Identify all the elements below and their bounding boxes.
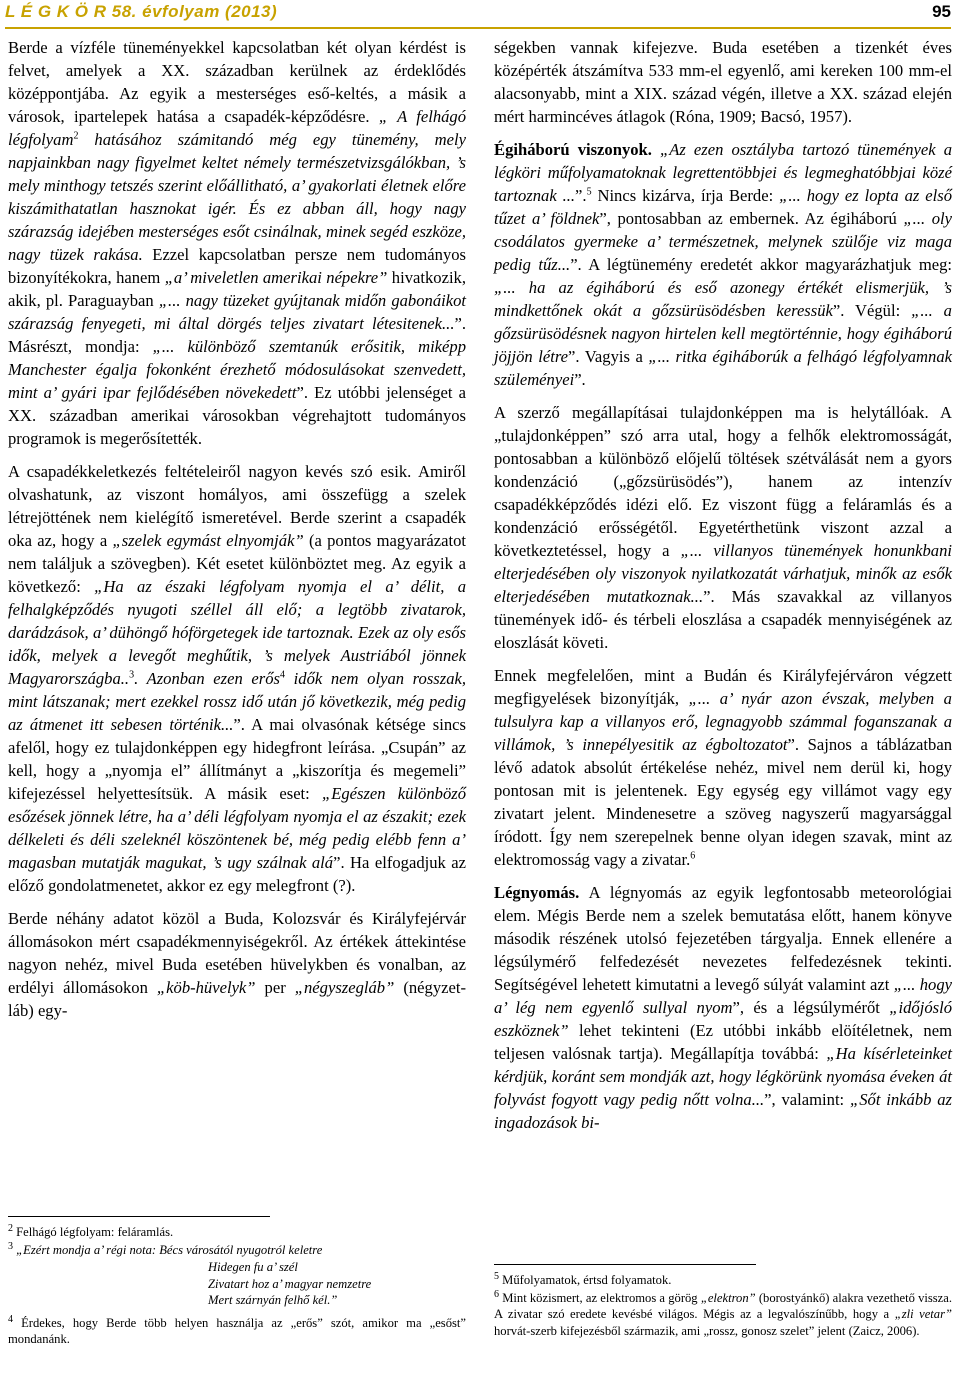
- text-run: „ A felhágó légfolyam: [8, 107, 467, 149]
- text-run: „Sőt inkább az ingadozások bi-: [494, 1090, 953, 1132]
- footnote-ref: 6: [690, 850, 696, 862]
- footnote: [494, 1290, 952, 1340]
- text-run: A légnyomás az egyik legfontosabb meteorológiai elem. Mégis Berde nem a szelek bemutatása előtt, hanem könyve második részének utolsó fejezetében tárgyalja. Ennek ellenére a légsúlymérő felfedezését nevezetes felfedezésnek tekinti. Segítségével lehetett kimutatni a levegő súlyát valamint azt: [494, 883, 952, 994]
- text-run: . Azonban ezen erős: [134, 669, 281, 688]
- text-run: „Az ezen osztályba tartozó tünemények a légköri műfolyamatoknak legrettentöbbjei és legmeghatóbbjai közé tartoznak ...: [494, 140, 952, 205]
- text-run: Műfolyamatok, értsd folyamatok.: [499, 1273, 672, 1287]
- footnote: [8, 1224, 466, 1241]
- footnote: [8, 1315, 466, 1348]
- text-run: „időjósló eszköznek”: [494, 998, 953, 1040]
- text-run: ”.: [575, 186, 587, 205]
- footnote-ref: 4: [280, 669, 286, 681]
- paragraph: [494, 401, 952, 654]
- text-run: „... különböző szemtanúk erősitik, miképp Manchester égalja fokonként érezhető módosulásokat szenvedett, mint a’ gyári ipar fejlődésében növekedett: [8, 337, 466, 402]
- paragraph: [8, 460, 466, 897]
- text-run: „a’ miveletlen amerikai népekre”: [164, 268, 388, 287]
- footnote-ref: 5: [586, 186, 592, 198]
- text-run: Ennek megfelelően, mint a Budán és Királyfejérváron végzett megfigyelések bizonyítják,: [494, 666, 952, 708]
- text-run: ”. Másrészt, mondja:: [8, 314, 466, 356]
- text-run: „... oly csodálatos gyermeke a’ természetnek, melynek szülője viz maga pedig tűz...: [494, 209, 952, 274]
- text-run: horvát-szerb kifejezésből származik, ami „rossz, gonosz szelet” jelent (Zaicz, 2006).: [494, 1323, 920, 1338]
- footnote-rule: [8, 1216, 270, 1217]
- footnotes-left: [8, 1224, 466, 1349]
- header-rule: [5, 27, 951, 29]
- text-run: Felhágó légfolyam: feláramlás.: [13, 1225, 174, 1239]
- footnote: [494, 1272, 952, 1289]
- footnote-ref: 2: [8, 1222, 13, 1234]
- poem-line: Zivatart hoz a’ magyar nemzetre: [208, 1276, 372, 1291]
- text-run: ”.: [574, 370, 586, 389]
- text-run: A szerző megállapításai tulajdonképpen ma is helytállóak. A „tulajdonképpen” szó arra utal, hogy a felhők elektromosságát, pontosabban a különböző előjelű töltések szétválását nem a gyors kondenzáció („gőzsürüsödés”), hanem az intenzív csapadékképződés idézi elő. Ez viszont függ a feláramlás és a kondenzáció erősségétől. Egyetérthetünk viszont azzal a következtetéssel, hogy a: [494, 403, 952, 560]
- text-run: „... hogy ez lopta az első tűzet a’ földnek: [494, 186, 952, 228]
- page-number: 95: [932, 2, 951, 21]
- paragraph: [8, 36, 466, 450]
- footnote: [8, 1242, 466, 1259]
- text-run: ségekben vannak kifejezve. Buda esetében a tizenkét éves középérték átszámítva 533 mm-el egyenlő, ami kereken 100 mm-el alacsonyabb, mint a XIX. század végén, illetve a XX. század elején mért harmincéves átlagok (Róna, 1909; Bacsó, 1957).: [494, 38, 952, 126]
- footnote-ref: 2: [73, 130, 79, 142]
- text-run: „... ritka égiháborúk a felhágó légfolyamnak szüleményei: [494, 347, 952, 389]
- text-run: „... villanyos tünemények honunkbani elterjedésében oly viszonyok nyilatkozatát várhatjuk, minők az esők elterjedésében mutatkoznak...: [494, 541, 952, 606]
- text-run: ”. A légtünemény eredetét akkor magyarázhatjuk meg:: [570, 255, 952, 274]
- footnote-ref: 3: [129, 669, 135, 681]
- footnote-ref: 6: [494, 1288, 499, 1300]
- text-run: [652, 140, 660, 159]
- text-run: Érdekes, hogy Berde több helyen használja az „erős” szót, amikor ma „esőst” mondanánk.: [8, 1315, 466, 1346]
- text-run: Berde néhány adatot közöl a Buda, Kolozsvár és Királyfejérvár állomásokon mért csapadékmennyiségekről. Az értékek áttekintése nagyon nehéz, mivel Buda esetében hüvelykben és vonalban, az erdélyi állomásokon: [8, 909, 466, 997]
- text-run: „Ha kísérleteinket kérdjük, koránt sem mondják azt, hogy légkörünk nyomása éveken át folyvást fogyott vagy pedig nőtt volna...: [494, 1044, 952, 1109]
- text-run: „köb-hüvelyk”: [156, 978, 256, 997]
- footnote-ref: 4: [8, 1313, 13, 1325]
- text-run: „Egészen különböző esőzések jönnek létre, ha a’ déli légfolyam nyomja el az északit; ezek délkeleti és déli szeleknél köszöntenek bé, még pedig elébb fenn a’ magasban mutatják magukat, ’s ugy szálnak alá: [8, 784, 467, 872]
- text-run: ”. Végül:: [832, 301, 912, 320]
- text-run: Ezzel kapcsolatban persze nem tudományos bizonyítékokra, hanem: [8, 245, 467, 287]
- text-run: ”. Más szavakkal az villanyos tünemények idő- és térbeli eloszlása a csapadék mennyiségének az eloszlását követi.: [494, 587, 952, 652]
- text-run: ”. Sajnos a táblázatban lévő adatok absolút értékelése nehéz, mivel nem derül ki, hogy pontosan mit is jelentenek. Egy egység egy villámot vagy egy zivatart jelent. Mindenesetre a szöveg nagyszerű magyarsággal íródott. Így nem szerepelnek benne olyan idegen szavak, mint az elektromosság vagy a zivatar.: [494, 735, 952, 869]
- text-run: Légnyomás.: [494, 883, 580, 902]
- paragraph: [494, 36, 952, 128]
- paragraph: [8, 907, 466, 1022]
- text-run: hivatkozik, akik, pl. Paraguayban: [8, 268, 466, 310]
- text-run: „... a’ nyár azon évszak, melyben a tulsulyra kap a villanyos erő, legnagyobb számmal foganszanak a villámok, ’s innepélyesitik az égboltozatot: [494, 689, 952, 754]
- text-run: „Ezért mondja a’ régi nota: Bécs városától nyugotról keletre: [16, 1242, 323, 1257]
- text-run: A csapadékkeletkezés feltételeiről nagyon kevés szó esik. Amiről olvashatunk, az viszont homályos, ami összefügg a szelek létrejöttének nem kielégítő ismeretével. Berde szerint a csapadék oka az, hogy a: [8, 462, 466, 550]
- journal-title: L É G K Ö R 58. évfolyam (2013): [5, 2, 278, 21]
- text-run: ”. Ez utóbbi jelenséget a XX. században amerikai városokban végrehajtott tudományos programok is megerősítették.: [8, 383, 466, 448]
- text-run: Égiháború viszonyok.: [494, 140, 652, 159]
- poem-line: Hidegen fu a’ szél: [208, 1260, 298, 1274]
- text-run: ”, pontosabban az embernek. Az égiháború: [599, 209, 904, 228]
- text-run: idők nem olyan rosszak, mint látszanak; mert ezekkel rossz idő után jő következik, még pedig az átmenet itt sebesen történik...: [8, 669, 467, 734]
- text-run: „Ha az északi légfolyam nyomja el a’ délit, a felhalgképződés nyugoti széllel áll elő; a legtöbb zivatarok, darádzások, a’ dühöngő hóförgetegek ide tartoznak. Ezek az oly esős idők, melyek a levegőt meghűtik, ’s melyek Austriából jönnek Magyarországba..: [8, 577, 466, 688]
- text-run: „szelek egymást elnyomják”: [112, 531, 304, 550]
- text-run: „négyszegláb”: [294, 978, 395, 997]
- footnote-ref: 3: [8, 1240, 13, 1252]
- right-column: [494, 36, 952, 1144]
- text-run: „elektron”: [700, 1290, 756, 1305]
- text-run: ”. Ha elfogadjuk az előző gondolatmenetet, akkor ez egy melegfront (?).: [8, 853, 467, 895]
- text-run: ”, valamint:: [764, 1090, 850, 1109]
- text-run: (négyzet-láb) egy-: [8, 978, 466, 1020]
- text-run: ”, és a légsúlymérőt: [732, 998, 890, 1017]
- footnote-poem: [208, 1259, 466, 1309]
- text-run: ”. Vagyis a: [568, 347, 649, 366]
- poem-line: Mert szárnyán felhő kél.”: [208, 1293, 338, 1307]
- footnote-rule: [494, 1264, 756, 1265]
- footnote-ref: 5: [494, 1270, 499, 1282]
- paragraph: [494, 664, 952, 871]
- page-header: [5, 2, 951, 28]
- text-run: „... ha az égiháború és eső azonegy értékét elismerjük, ’s mindkettőnek okát a gőzsürüsödésben keressük: [494, 278, 952, 320]
- left-column: [8, 36, 466, 1032]
- text-run: Berde a vízféle tüneményekkel kapcsolatban két olyan kérdést is felvet, amelyek a XX. században kerülnek az érdeklődés középpontjába. Az egyik a mesterséges eső-keltés, a másik a városok, ipartelepek hatása a csapadék-képződésre.: [8, 38, 466, 126]
- text-run: ”. A mai olvasónak kétsége sincs afelől, hogy ez tulajdonképpen egy hidegfront leírása. „Csupán” az kell, hogy a „nyomja el” állítmányt a „kiszorítja és megemeli” kifejezéssel helyettesítsük. A másik eset:: [8, 715, 466, 803]
- footnotes-right: [494, 1272, 952, 1340]
- text-run: „... hogy a’ lég nem egyenlő sullyal nyom: [494, 975, 952, 1017]
- paragraph: [494, 138, 952, 391]
- text-run: (borostyánkő) alakra vezethető vissza. A zivatar szó eredete kevésbé világos. Mégis az a legvalószínűbb, hogy a: [494, 1290, 952, 1321]
- text-run: per: [255, 978, 295, 997]
- paragraph: [494, 881, 952, 1134]
- text-run: Nincs kizárva, írja Berde:: [591, 186, 780, 205]
- text-run: hatásához számitandó még egy tünemény, mely napjainkban nagy figyelmet keltet némely természetvizsgálókban, ’s mely minthogy tetszés szerint előállitható, a’ gyakorlati életnek előre kiszámithatatlan hasznokat igér. És ez abban áll, hogy nagy szárazság idejében mesterséges esőt csinálnak, minek segéd eszköze, nagy tüzek rakása.: [8, 130, 466, 264]
- text-run: (a pontos magyarázatot nem találjuk a szövegben). Két esetet különböztet meg. Az egyik a következő:: [8, 531, 466, 596]
- text-run: „... nagy tüzeket gyújtanak midőn gabonáikot szárazság fenyegeti, mi által dörgés teljes zivatart létesitenek...: [8, 291, 466, 333]
- text-run: Mint közismert, az elektromos a görög: [499, 1290, 701, 1305]
- text-run: lehet tekinteni (Ez utóbbi inkább elöítéletnek, nem teljesen valósnak tartja). Megállapítja továbbá:: [494, 1021, 952, 1063]
- text-run: „zli vetar”: [894, 1307, 953, 1321]
- text-run: „... a gőzsürüsödésnek nagyon hirtelen kell megtörténnie, hogy égiháború jöjjön létre: [494, 301, 952, 366]
